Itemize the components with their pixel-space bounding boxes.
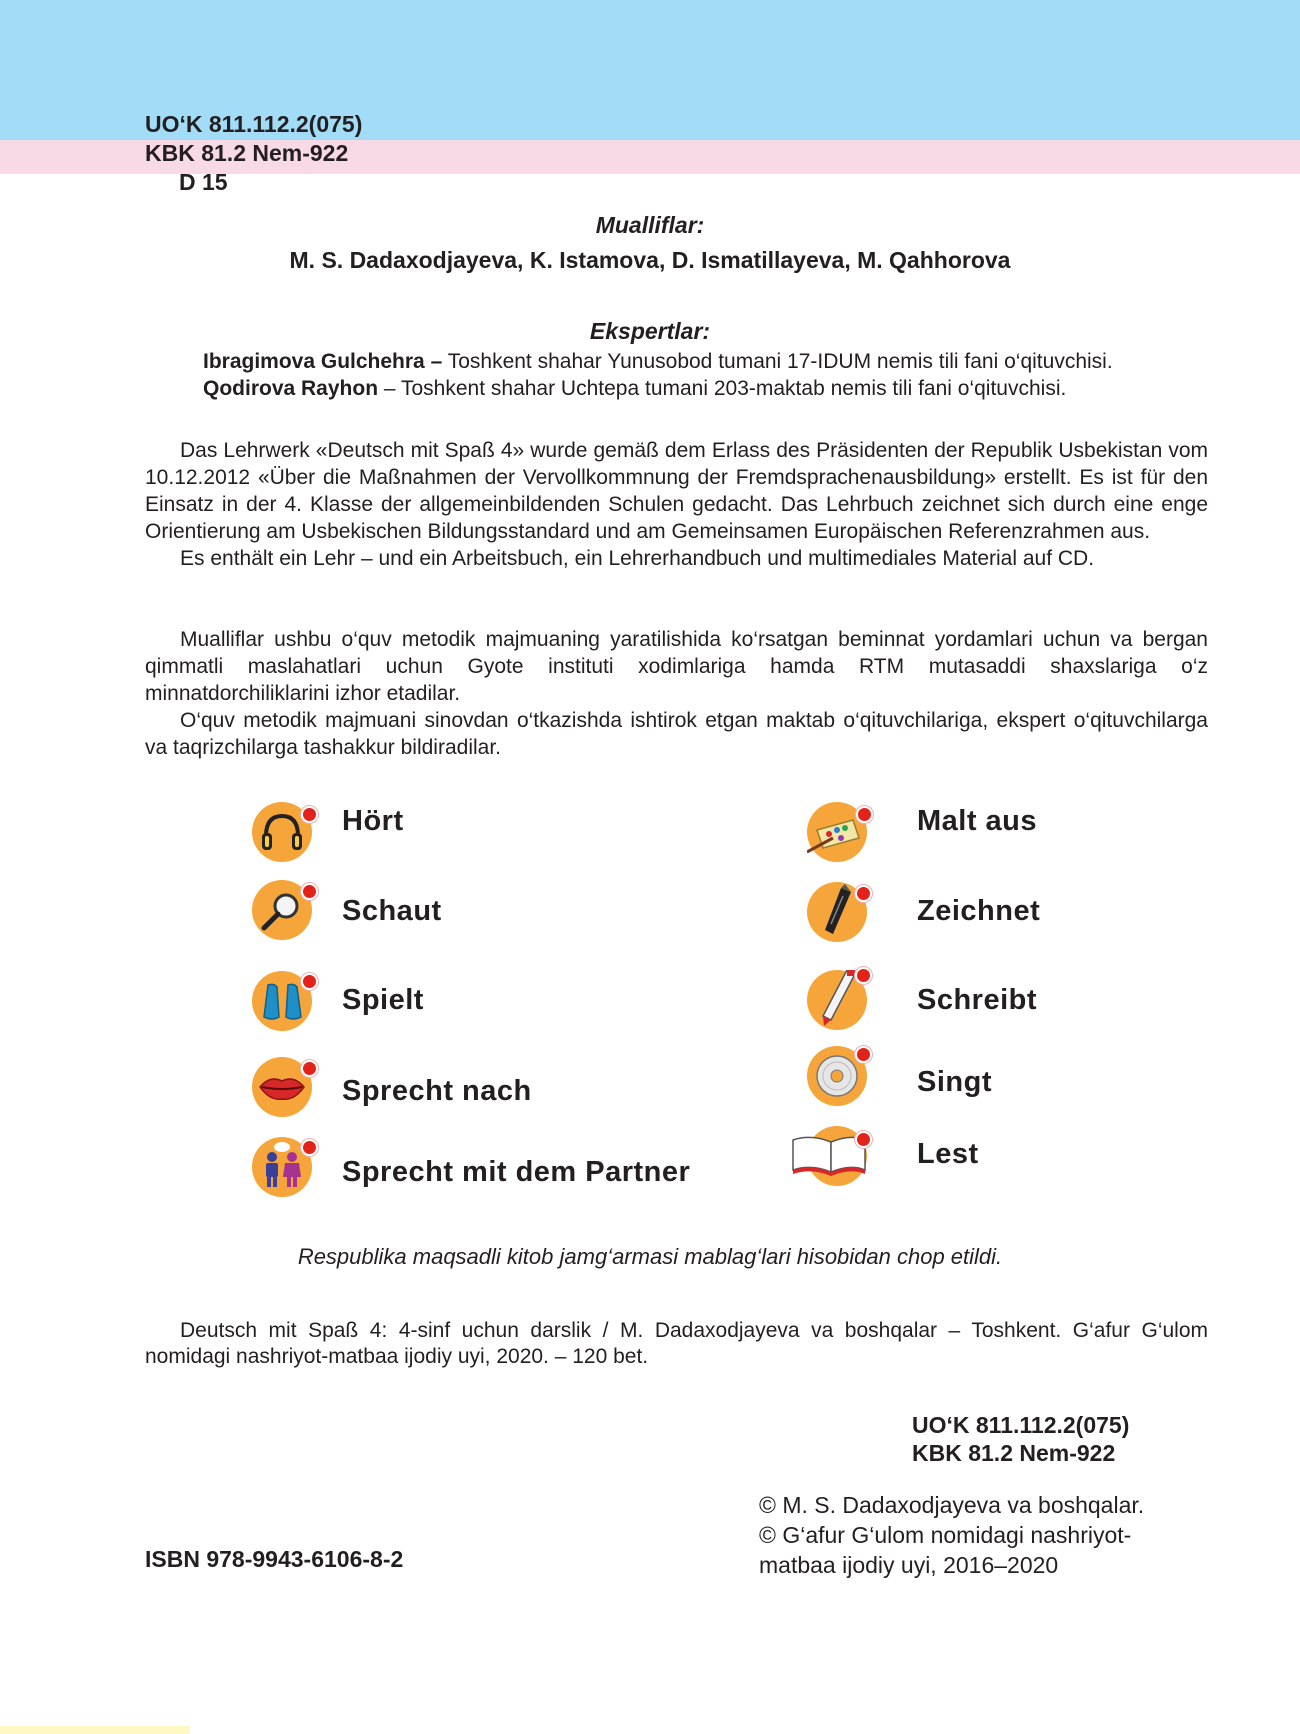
expert-name: Ibragimova Gulchehra – (203, 350, 443, 373)
indicator-dot (855, 1131, 872, 1148)
expert-name: Qodirova Rayhon (203, 377, 379, 400)
experts-heading: Ekspertlar: (589, 318, 711, 344)
indicator-dot (301, 1060, 318, 1077)
uzbek-paragraph: Mualliflar ushbu o‘quv metodik majmuaning yaratilishida ko‘rsatgan beminnat yordamlari uchun va bergan qimmatli maslahatlari uchun Gyote instituti xodimlariga hamda RTM mutasaddi shaxslariga o‘z minnatdorchiliklarini izhor etadilar. (145, 628, 1208, 705)
legend-label: Singt (917, 1066, 992, 1098)
funding-note: Respublika maqsadli kitob jamg‘armasi mablag‘lari hisobidan chop etildi. (297, 1244, 1003, 1269)
expert-entry (203, 375, 1113, 402)
copyright-line: © M. S. Dadaxodjayeva va boshqalar. (759, 1492, 1145, 1518)
indicator-dot (855, 1046, 872, 1063)
indicator-dot (301, 883, 318, 900)
bbk-code: KBK 81.2 Nem-922 (145, 140, 349, 166)
authors-heading: Mualliflar: (595, 212, 705, 238)
copyright-line: matbaa ijodiy uyi, 2016–2020 (759, 1552, 1059, 1578)
german-paragraph: Es enthält ein Lehr – und ein Arbeitsbuch, ein Lehrerhandbuch und multimediales Material auf CD. (180, 547, 1095, 570)
indicator-dot (301, 973, 318, 990)
legend-label: Malt aus (917, 805, 1038, 837)
udk-code: UO‘K 811.112.2(075) (145, 111, 363, 137)
index-code: D 15 (179, 169, 228, 195)
header-codes (145, 110, 362, 197)
expert-description: Toshkent shahar Yunusobod tumani 17-IDUM nemis tili fani o‘qituvchisi. (442, 350, 1113, 373)
legend-label: Lest (917, 1138, 979, 1170)
legend-label: Spielt (342, 984, 424, 1016)
copyright-line: © G‘afur G‘ulom nomidagi nashriyot- (759, 1522, 1132, 1548)
indicator-dot (301, 1139, 318, 1156)
legend-label: Hört (342, 805, 404, 837)
legend-label: Sprecht mit dem Partner (342, 1156, 691, 1188)
indicator-dot (855, 885, 872, 902)
experts-list (203, 348, 1113, 402)
bbk-code: KBK 81.2 Nem-922 (912, 1440, 1116, 1466)
legend-label: Schreibt (917, 984, 1038, 1016)
copyright-block (759, 1490, 1144, 1580)
uzbek-paragraph: O‘quv metodik majmuani sinovdan o‘tkazishda ishtirok etgan maktab o‘qituvchilariga, ekspert o‘qituvchilarga va taqrizchilarga tashakkur bildiradilar. (145, 709, 1208, 759)
indicator-dot (301, 806, 318, 823)
bibliography-text: Deutsch mit Spaß 4: 4-sinf uchun darslik / M. Dadaxodjayeva va boshqalar – Toshkent. G‘afur G‘ulom nomidagi nashriyot-matbaa ijodiy uyi, 2020. – 120 bet. (145, 1319, 1208, 1368)
indicator-dot (855, 967, 872, 984)
isbn: ISBN 978-9943-6106-8-2 (145, 1546, 404, 1572)
indicator-dot (856, 806, 873, 823)
legend-label: Sprecht nach (342, 1075, 532, 1107)
authors-list: M. S. Dadaxodjayeva, K. Istamova, D. Ismatillayeva, M. Qahhorova (289, 247, 1011, 273)
bottom-accent-bar (0, 1726, 190, 1734)
expert-entry (203, 348, 1113, 375)
german-paragraph: Das Lehrwerk «Deutsch mit Spaß 4» wurde gemäß dem Erlass des Präsidenten der Republik Usbekistan vom 10.12.2012 «Über die Maßnahmen der Vervollkommnung der Fremdsprachenausbildung» erstellt. Es ist für den Einsatz in der 4. Klasse der allgemeinbildenden Schulen gedacht. Das Lehrbuch zeichnet sich durch eine enge Orientierung am Usbekischen Bildungsstandard und am Gemeinsamen Europäischen Referenzrahmen aus. (145, 439, 1208, 543)
legend-label: Schaut (342, 895, 442, 927)
legend-label: Zeichnet (917, 895, 1041, 927)
expert-description: – Toshkent shahar Uchtepa tumani 203-maktab nemis tili fani o‘qituvchisi. (378, 377, 1067, 400)
german-description (145, 437, 1208, 572)
acknowledgements (145, 626, 1208, 761)
footer-codes (912, 1411, 1129, 1467)
udk-code: UO‘K 811.112.2(075) (912, 1412, 1130, 1438)
bibliographic-entry (145, 1318, 1208, 1370)
